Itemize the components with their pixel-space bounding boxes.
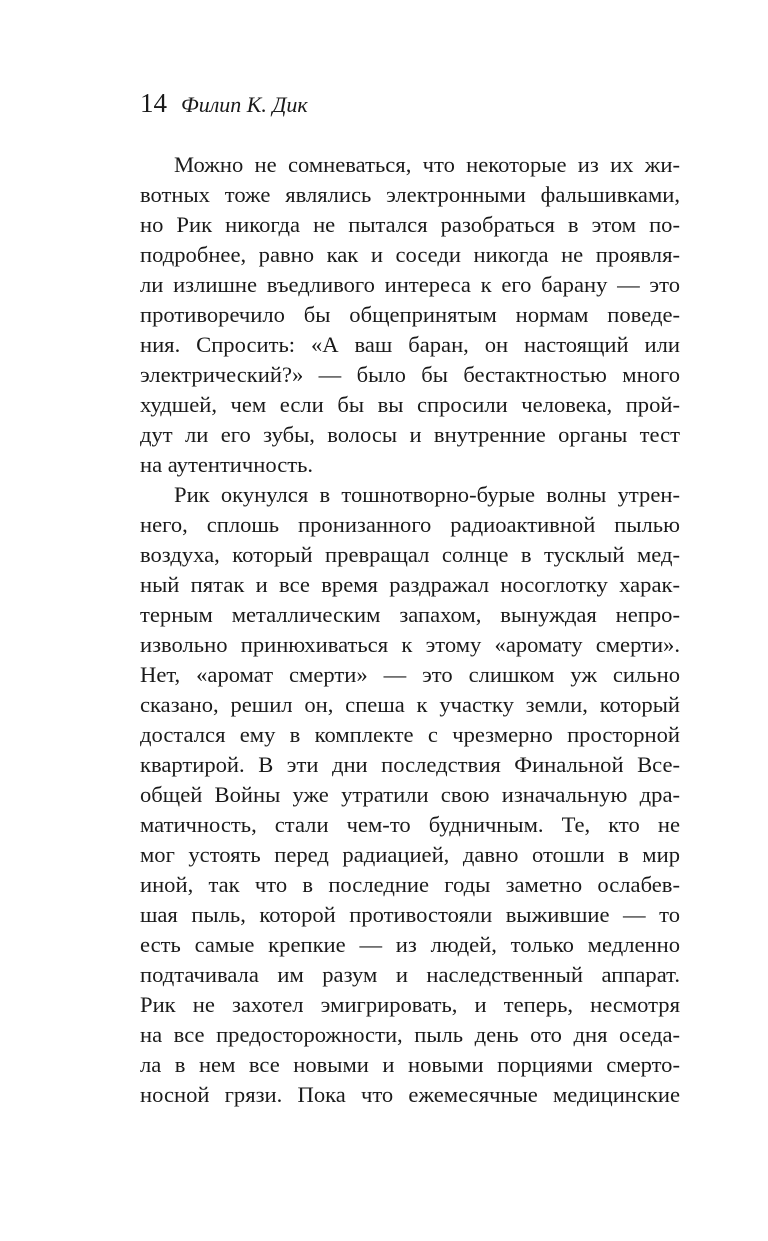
- body-text: [140, 150, 680, 1110]
- page-number: 14: [140, 88, 167, 118]
- text-line: на все предосторожности, пыль день ото дня оседа-: [140, 1022, 680, 1047]
- text-line: общей Войны уже утратили свою изначальную дра-: [140, 782, 680, 807]
- text-line: Рик окунулся в тошнотворно-бурые волны утрен-: [174, 482, 680, 507]
- text-line: ли излишне въедливого интереса к его барану — это: [140, 272, 680, 297]
- text-line: подробнее, равно как и соседи никогда не проявля-: [140, 242, 680, 267]
- paragraph: [140, 150, 680, 480]
- text-line: вотных тоже являлись электронными фальшивками,: [140, 182, 680, 207]
- text-line: достался ему в комплекте с чрезмерно просторной: [140, 722, 680, 747]
- text-line: иной, так что в последние годы заметно ослабев-: [140, 872, 680, 897]
- text-line: электрический?» — было бы бестактностью много: [140, 362, 680, 387]
- text-line: ния. Спросить: «А ваш баран, он настоящий или: [140, 332, 680, 357]
- paragraph: [140, 480, 680, 1110]
- text-line: подтачивала им разум и наследственный аппарат.: [140, 962, 680, 987]
- text-line: ный пятак и все время раздражал носоглотку харак-: [140, 572, 680, 597]
- text-line: него, сплошь пронизанного радиоактивной пылью: [140, 512, 680, 537]
- text-line: шая пыль, которой противостояли выжившие — то: [140, 902, 680, 927]
- text-line: носной грязи. Пока что ежемесячные медицинские: [140, 1082, 680, 1107]
- text-line: матичность, стали чем-то будничным. Те, кто не: [140, 812, 680, 837]
- running-head: [140, 88, 308, 119]
- text-line: Нет, «аромат смерти» — это слишком уж сильно: [140, 662, 680, 687]
- text-line: худшей, чем если бы вы спросили человека, прой-: [140, 392, 680, 417]
- text-line: квартирой. В эти дни последствия Финальной Все-: [140, 752, 680, 777]
- text-line: есть самые крепкие — из людей, только медленно: [140, 932, 680, 957]
- text-line: терным металлическим запахом, вынуждая непро-: [140, 602, 680, 627]
- text-line: дут ли его зубы, волосы и внутренние органы тест: [140, 422, 680, 447]
- text-line: противоречило бы общепринятым нормам поведе-: [140, 302, 680, 327]
- text-line: сказано, решил он, спеша к участку земли, который: [140, 692, 680, 717]
- text-line: но Рик никогда не пытался разобраться в этом по-: [140, 212, 680, 237]
- running-title: Филип К. Дик: [181, 92, 308, 117]
- text-line: ла в нем все новыми и новыми порциями смерто-: [140, 1052, 680, 1077]
- text-line: мог устоять перед радиацией, давно отошли в мир: [140, 842, 680, 867]
- text-line: воздуха, который превращал солнце в тусклый мед-: [140, 542, 680, 567]
- text-line: Рик не захотел эмигрировать, и теперь, несмотря: [140, 992, 680, 1017]
- text-line: извольно принюхиваться к этому «аромату смерти».: [140, 632, 680, 657]
- text-line: на аутентичность.: [140, 452, 314, 477]
- text-line: Можно не сомневаться, что некоторые из их жи-: [174, 152, 680, 177]
